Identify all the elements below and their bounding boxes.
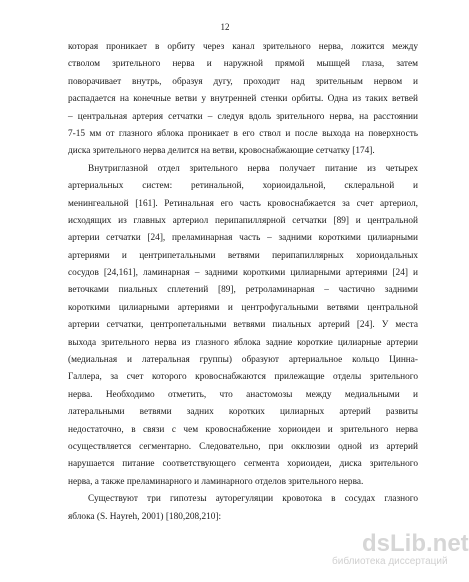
text-line: поворачивает внутрь, образуя дугу, проходит над зрительным нервом и [68, 76, 418, 87]
watermark-logo: dsLib.net [362, 530, 469, 557]
text-line: осуществляется сегментарно. Следовательно, при окклюзии одной из артерий [68, 441, 418, 452]
text-line: артериальных систем: ретинальной, хориоидальной, склеральной и [68, 181, 418, 192]
text-line: 7-15 мм от глазного яблока проникает в его ствол и после выхода на поверхность [68, 128, 418, 139]
text-line: веточками пиальных сплетений [89], ретроламинарная – частично задними [68, 285, 418, 296]
text-line: Галлера, за счет которого кровоснабжаются прилежащие отделы зрительного [68, 372, 418, 383]
text-line: стволом зрительного нерва и наружной прямой мышцей глаза, затем [68, 59, 418, 70]
text-line: выхода зрительного нерва из глазного яблока задние короткие цилиарные артерии [68, 337, 418, 348]
text-line: исходящих из главных артериол перипапиллярной сетчатки [89] и центральной [68, 215, 418, 226]
text-line: нерва. Необходимо отметить, что анастомозы между медиальными и [68, 389, 418, 400]
text-line: артерии сетчатки, центропетальными ветвями пиальных артерий [24]. У места [68, 320, 418, 331]
text-line: нарушается питание соответствующего сегмента хориоидеи, диска зрительного [68, 459, 418, 470]
text-line: короткими цилиарными артериями и центрофугальными ветвями центральной [68, 302, 418, 313]
watermark-subtitle: библиотека диссертаций [332, 556, 448, 567]
text-line: артерии сетчатки [24], преламинарная часть – задними короткими цилиарными [68, 233, 418, 244]
text-line: – центральная артерия сетчатки – следуя вдоль зрительного нерва, на расстоянии [68, 111, 418, 122]
text-line: латеральными ветвями задних коротких цилиарных артерий развиты [68, 407, 418, 418]
text-line: нерва, а также преламинарного и ламинарного отделов зрительного нерва. [68, 476, 364, 487]
paragraph [68, 161, 418, 491]
text-line: которая проникает в орбиту через канал зрительного нерва, ложится между [68, 42, 418, 52]
text-line: Внутриглазной отдел зрительного нерва получает питание из четырех [88, 163, 418, 174]
text-line: сосудов [24,161], ламинарная – задними короткими цилиарными артериями [24] и [68, 268, 418, 279]
text-line: артериями и центрипетальными ветвями перипапиллярных хориоидальных [68, 250, 418, 261]
text-line: (медиальная и латеральная группы) образуют артериальное кольцо Цинна- [68, 355, 418, 366]
paragraph [68, 39, 418, 161]
paragraph [68, 491, 418, 526]
text-line: менингеальной [161]. Ретинальная его часть кровоснабжается за счет артериол, [68, 198, 418, 209]
watermark [332, 530, 469, 568]
text-line: Существуют три гипотезы ауторегуляции кровотока в сосудах глазного [88, 494, 418, 505]
text-line: недостаточно, в связи с чем кровоснабжение хориоидеи и зрительного нерва [68, 424, 418, 435]
text-line: диска зрительного нерва делится на ветви, кровоснабжающие сетчатку [174]. [68, 146, 375, 157]
text-line: распадается на конечные ветви у внутренней стенки орбиты. Одна из таких ветвей [68, 94, 418, 105]
document-body [68, 39, 418, 526]
page-number: 12 [220, 22, 230, 32]
text-line: яблока (S. Hayreh, 2001) [180,208,210]: [68, 511, 222, 522]
